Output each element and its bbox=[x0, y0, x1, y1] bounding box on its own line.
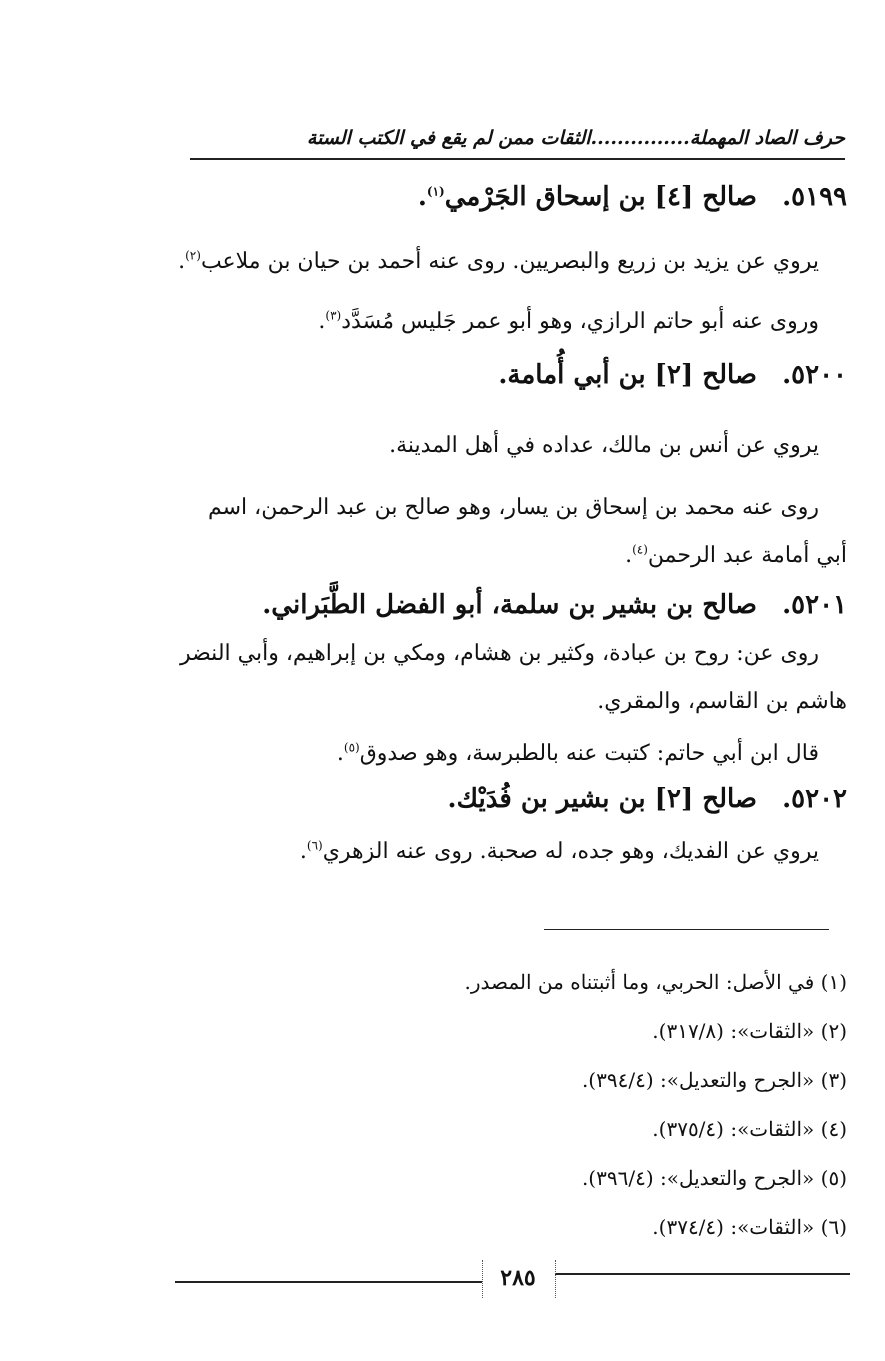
entry-number: ٥١٩٩. bbox=[782, 182, 847, 212]
paragraph-end: . bbox=[178, 249, 186, 274]
entry-paragraph bbox=[175, 828, 847, 876]
paragraph-end: . bbox=[318, 309, 326, 334]
entry-number: ٥٢٠١. bbox=[782, 590, 847, 620]
footnotes bbox=[175, 958, 847, 1252]
entry-heading bbox=[175, 584, 847, 626]
entry-title: صالح [٤] بن إسحاق الجَرْمي bbox=[444, 182, 758, 212]
running-head: حرف الصاد المهملة...............الثقات ممن لم يقع في الكتب الستة bbox=[190, 118, 845, 160]
entry-number: ٥٢٠٢. bbox=[782, 784, 847, 814]
footnote-ref: (٢) bbox=[185, 248, 201, 263]
entry-paragraph bbox=[175, 484, 847, 580]
entry-paragraph bbox=[175, 298, 847, 346]
entry-paragraph bbox=[175, 630, 847, 726]
entry-paragraph bbox=[175, 238, 847, 286]
paragraph-text: قال ابن أبي حاتم: كتبت عنه بالطبرسة، وهو صدوق bbox=[359, 741, 819, 766]
entry-title: صالح [٢] بن بشير بن فُدَيْك. bbox=[447, 784, 758, 814]
paragraph-text: يروي عن أنس بن مالك، عداده في أهل المدينة. bbox=[389, 433, 819, 458]
entry-heading bbox=[175, 176, 847, 218]
paragraph-text: روى عن: روح بن عبادة، وكثير بن هشام، ومكي بن إبراهيم، وأبي النضر هاشم بن القاسم، والمقري. bbox=[179, 641, 847, 714]
footnote-ref: (١) bbox=[426, 184, 445, 199]
footnote-ref: (٦) bbox=[306, 838, 323, 853]
footnote-ref: (٤) bbox=[632, 542, 648, 557]
paragraph-end: . bbox=[625, 543, 633, 568]
entry-title: صالح [٢] بن أبي أُمامة. bbox=[498, 360, 758, 390]
footnote: (١) في الأصل: الحربي، وما أثبتناه من المصدر. bbox=[464, 970, 847, 994]
paragraph-text: روى عنه محمد بن إسحاق بن يسار، وهو صالح بن عبد الرحمن، اسم أبي أمامة عبد الرحمن bbox=[207, 495, 847, 568]
paragraph-text: وروى عنه أبو حاتم الرازي، وهو أبو عمر جَليس مُسَدَّد bbox=[341, 309, 819, 334]
entry-paragraph bbox=[175, 730, 847, 778]
footnote: (٥) «الجرح والتعديل»: (٣٩٦/٤). bbox=[581, 1166, 847, 1190]
footnote-ref: (٥) bbox=[343, 740, 360, 755]
footer-rule-left bbox=[175, 1281, 482, 1283]
footnote-separator bbox=[544, 929, 829, 930]
footnote: (٦) «الثقات»: (٣٧٤/٤). bbox=[652, 1215, 847, 1239]
entry-heading bbox=[175, 778, 847, 820]
paragraph-text: يروي عن الفديك، وهو جده، له صحبة. روى عنه الزهري bbox=[322, 839, 819, 864]
entry-title-end: . bbox=[417, 182, 427, 212]
footnote: (٢) «الثقات»: (٣١٧/٨). bbox=[652, 1019, 847, 1043]
footer-rule-right bbox=[555, 1273, 850, 1275]
footnote-ref: (٣) bbox=[325, 308, 342, 323]
entry-heading bbox=[175, 354, 847, 396]
entry-paragraph bbox=[175, 422, 847, 470]
page-number: ٢٨٥ bbox=[500, 1265, 536, 1291]
entry-title: صالح بن بشير بن سلمة، أبو الفضل الطَّبَراني. bbox=[262, 590, 758, 620]
paragraph-end: . bbox=[336, 741, 344, 766]
entry-number: ٥٢٠٠. bbox=[782, 360, 847, 390]
page-body bbox=[175, 170, 847, 876]
paragraph-text: يروي عن يزيد بن زريع والبصريين. روى عنه أحمد بن حيان بن ملاعب bbox=[200, 249, 819, 274]
footnote: (٣) «الجرح والتعديل»: (٣٩٤/٤). bbox=[581, 1068, 847, 1092]
paragraph-end: . bbox=[299, 839, 307, 864]
footnote: (٤) «الثقات»: (٣٧٥/٤). bbox=[652, 1117, 847, 1141]
